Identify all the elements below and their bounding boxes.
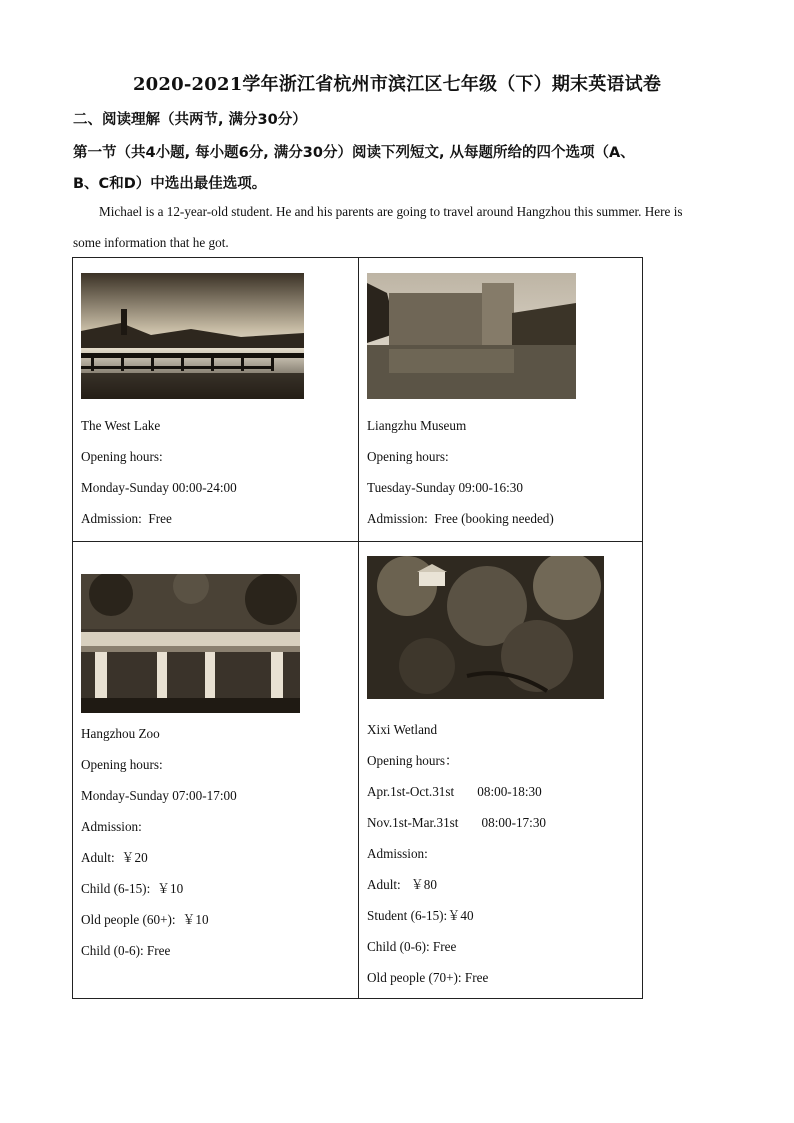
place-line: Admission: xyxy=(367,846,428,861)
cell-xixi-wetland xyxy=(359,542,643,999)
place-name-hangzhou-zoo: Hangzhou Zoo xyxy=(81,726,160,741)
place-name-xixi-wetland: Xixi Wetland xyxy=(367,722,438,737)
liangzhu-museum-photo xyxy=(367,273,576,399)
section-heading: 二、阅读理解（共两节, 满分30分） xyxy=(73,112,307,128)
place-line: Old people (70+): Free xyxy=(367,970,489,985)
intro-line2: some information that he got. xyxy=(73,235,229,250)
place-line: Monday-Sunday 07:00-17:00 xyxy=(81,788,237,803)
place-line: Student (6-15):￥40 xyxy=(367,908,474,923)
intro-line1: Michael is a 12-year-old student. He and his parents are going to travel around Hangzhou this summer. Here is xyxy=(99,204,683,219)
place-line: Tuesday-Sunday 09:00-16:30 xyxy=(367,480,523,495)
attractions-table xyxy=(72,257,643,999)
cell-liangzhu-museum xyxy=(359,258,643,542)
place-line: Opening hours: xyxy=(81,449,163,464)
place-line: Nov.1st-Mar.31st 08:00-17:30 xyxy=(367,815,547,830)
place-line: Child (0-6): Free xyxy=(367,939,457,954)
place-name-liangzhu-museum: Liangzhu Museum xyxy=(367,418,467,433)
intro-paragraph xyxy=(73,196,723,258)
place-line: Old people (60+): ￥10 xyxy=(81,912,209,927)
hangzhou-zoo-photo xyxy=(81,574,300,713)
cell-hangzhou-zoo xyxy=(73,542,359,999)
place-name-west-lake: The West Lake xyxy=(81,418,161,433)
place-line: Admission: xyxy=(81,819,142,834)
place-line: Admission: Free xyxy=(81,511,172,526)
part-instruction-line2: B、C和D）中选出最佳选项。 xyxy=(73,176,267,192)
place-line: Apr.1st-Oct.31st 08:00-18:30 xyxy=(367,784,542,799)
place-line: Admission: Free (booking needed) xyxy=(367,511,554,526)
place-line: Opening hours: xyxy=(367,449,449,464)
place-line: Child (6-15): ￥10 xyxy=(81,881,184,896)
exam-title: 2020-2021学年浙江省杭州市滨江区七年级（下）期末英语试卷 xyxy=(132,74,662,95)
part-instruction-line1: 第一节（共4小题, 每小题6分, 满分30分）阅读下列短文, 从每题所给的四个选项（A、 xyxy=(73,145,635,161)
xixi-wetland-photo xyxy=(367,556,604,699)
west-lake-photo xyxy=(81,273,304,399)
place-line: Opening hours： xyxy=(367,753,459,768)
place-line: Adult: ￥80 xyxy=(367,877,437,892)
place-line: Opening hours: xyxy=(81,757,163,772)
place-line: Monday-Sunday 00:00-24:00 xyxy=(81,480,237,495)
place-line: Adult: ￥20 xyxy=(81,850,148,865)
place-line: Child (0-6): Free xyxy=(81,943,171,958)
cell-west-lake xyxy=(73,258,359,542)
